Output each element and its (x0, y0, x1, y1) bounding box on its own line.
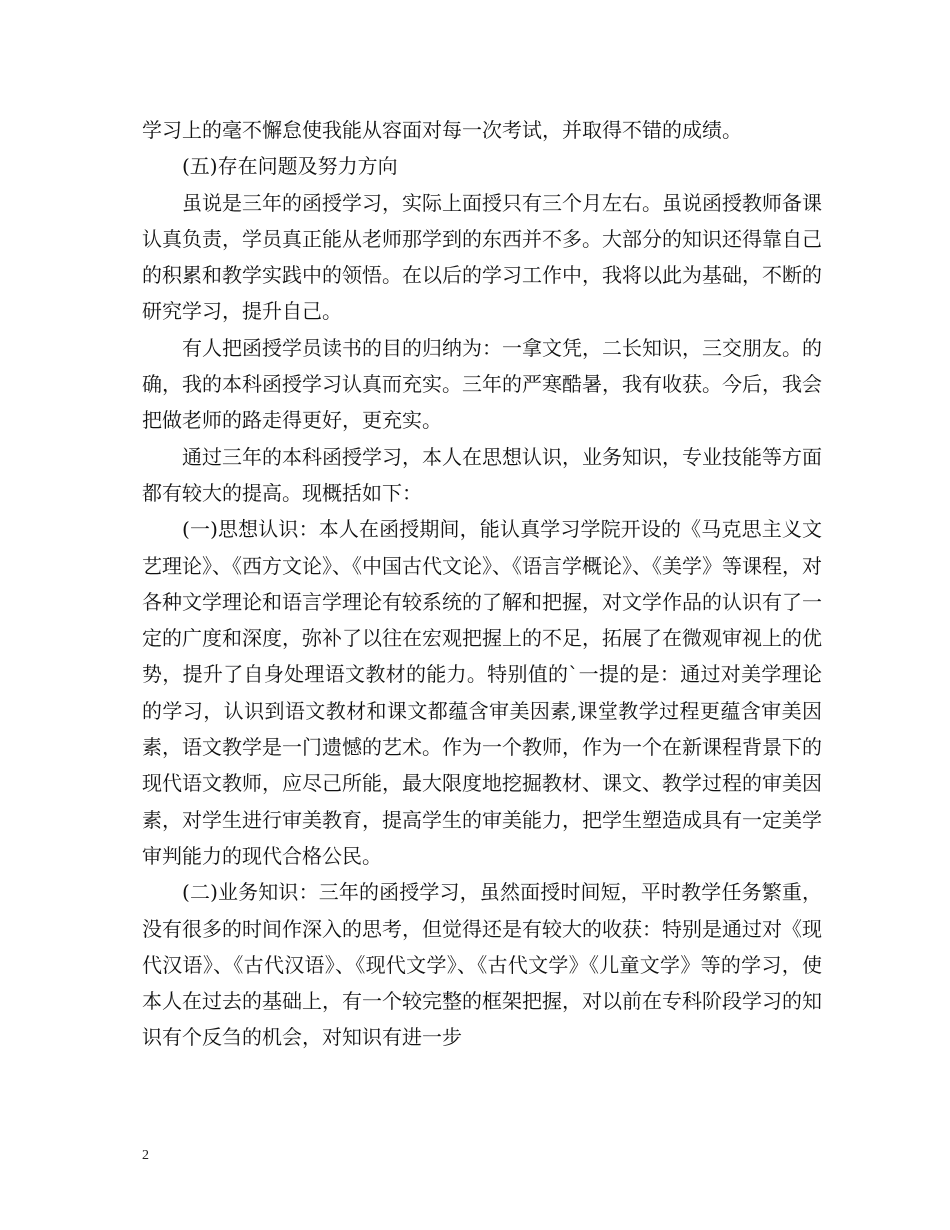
paragraph-professional-knowledge: (二)业务知识：三年的函授学习，虽然面授时间短，平时教学任务繁重，没有很多的时间作深入的思考，但觉得还是有较大的收获：特别是通过对《现代汉语》、《古代汉语》、《现代文学》、《古代文学》《儿童文学》等的学习，使本人在过去的基础上，有一个较完整的框架把握，对以前在专科阶段学习的知识有个反刍的机会，对知识有进一步 (142, 880, 822, 1050)
paragraph-ideology: (一)思想认识：本人在函授期间，能认真学习学院开设的《马克思主义文艺理论》、《西方文论》、《中国古代文论》、《语言学概论》、《美学》等课程，对各种文学理论和语言学理论有较系统的了解和把握，对文学作品的认识有了一定的广度和深度，弥补了以往在宏观把握上的不足，拓展了在微观审视上的优势，提升了自身处理语文教材的能力。特别值的`一提的是：通过对美学理论的学习，认识到语文教材和课文都蕴含审美因素,课堂教学过程更蕴含审美因素，语文教学是一门遗憾的艺术。作为一个教师，作为一个在新课程背景下的现代语文教师，应尽己所能，最大限度地挖掘教材、课文、教学过程的审美因素，对学生进行审美教育，提高学生的审美能力，把学生塑造成具有一定美学审判能力的现代合格公民。 (142, 517, 822, 868)
paragraph-1: 学习上的毫不懈怠使我能从容面对每一次考试，并取得不错的成绩。 (142, 118, 742, 142)
paragraph-5: 通过三年的本科函授学习，本人在思想认识，业务知识，专业技能等方面都有较大的提高。现概括如下： (142, 444, 822, 505)
paragraph-4: 有人把函授学员读书的目的归纳为：一拿文凭，二长知识，三交朋友。的确，我的本科函授学习认真而充实。三年的严寒酷暑，我有收获。今后，我会把做老师的路走得更好，更充实。 (142, 335, 822, 433)
paragraph-3: 虽说是三年的函授学习，实际上面授只有三个月左右。虽说函授教师备课认真负责，学员真正能从老师那学到的东西并不多。大部分的知识还得靠自己的积累和教学实践中的领悟。在以后的学习工作中，我将以此为基础，不断的研究学习，提升自己。 (142, 190, 822, 324)
page-number: 2 (142, 1148, 149, 1163)
section-heading-5: (五)存在问题及努力方向 (182, 154, 398, 179)
document-body (142, 112, 822, 1056)
